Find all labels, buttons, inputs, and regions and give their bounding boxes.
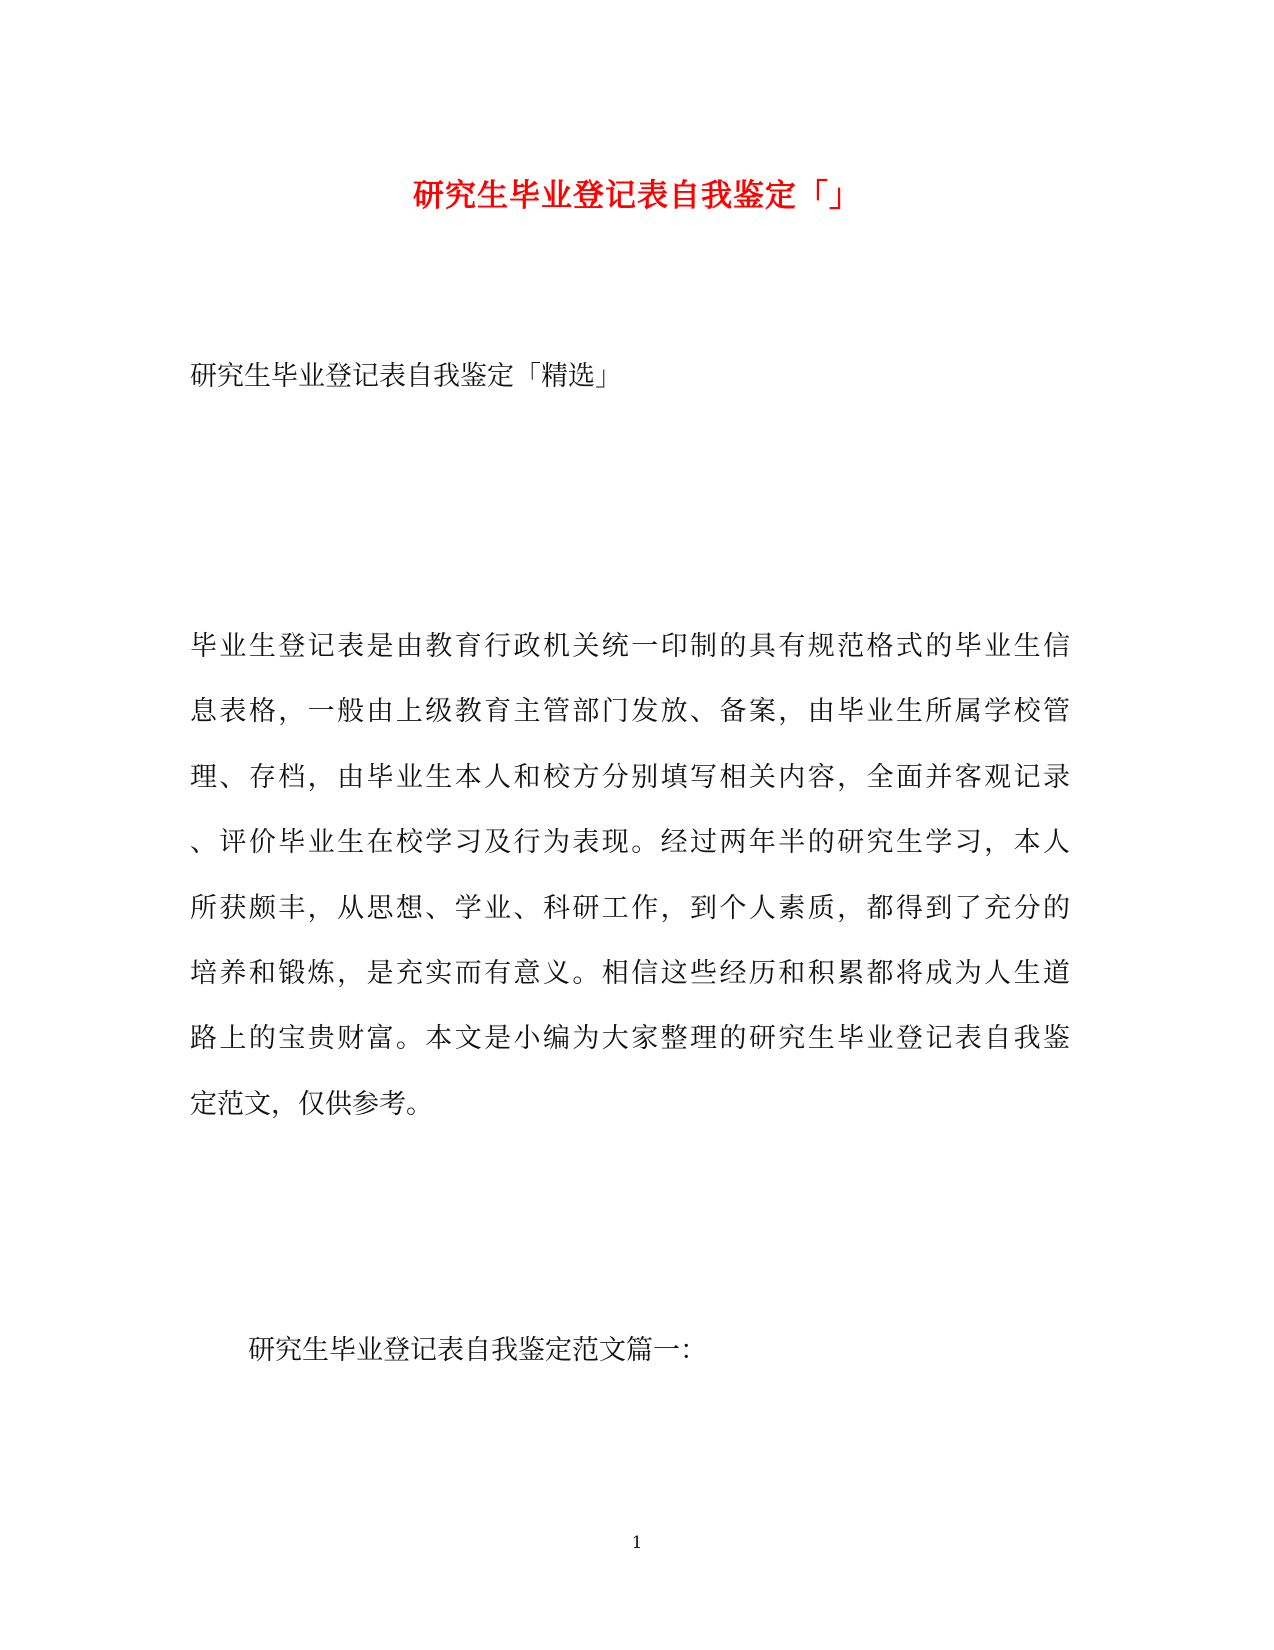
document-title: 研究生毕业登记表自我鉴定「」	[413, 178, 861, 214]
intro-line: 路上的宝贵财富。本文是小编为大家整理的研究生毕业登记表自我鉴	[190, 1023, 1070, 1055]
intro-paragraph	[190, 614, 1070, 1137]
intro-line: 定范文，仅供参考。	[190, 1088, 433, 1120]
intro-line: 理、存档，由毕业生本人和校方分别填写相关内容，全面并客观记录	[190, 761, 1070, 793]
document-subtitle: 研究生毕业登记表自我鉴定「精选」	[190, 361, 622, 392]
intro-line: 培养和锻炼，是充实而有意义。相信这些经历和积累都将成为人生道	[190, 957, 1070, 989]
section-heading: 研究生毕业登记表自我鉴定范文篇一：	[248, 1335, 707, 1366]
page-number: 1	[631, 1533, 643, 1553]
intro-line: 、评价毕业生在校学习及行为表现。经过两年半的研究生学习，本人	[190, 827, 1070, 859]
intro-line: 所获颇丰，从思想、学业、科研工作，到个人素质，都得到了充分的	[190, 892, 1070, 924]
intro-line: 息表格，一般由上级教育主管部门发放、备案，由毕业生所属学校管	[190, 696, 1070, 728]
intro-line: 毕业生登记表是由教育行政机关统一印制的具有规范格式的毕业生信	[190, 631, 1070, 662]
